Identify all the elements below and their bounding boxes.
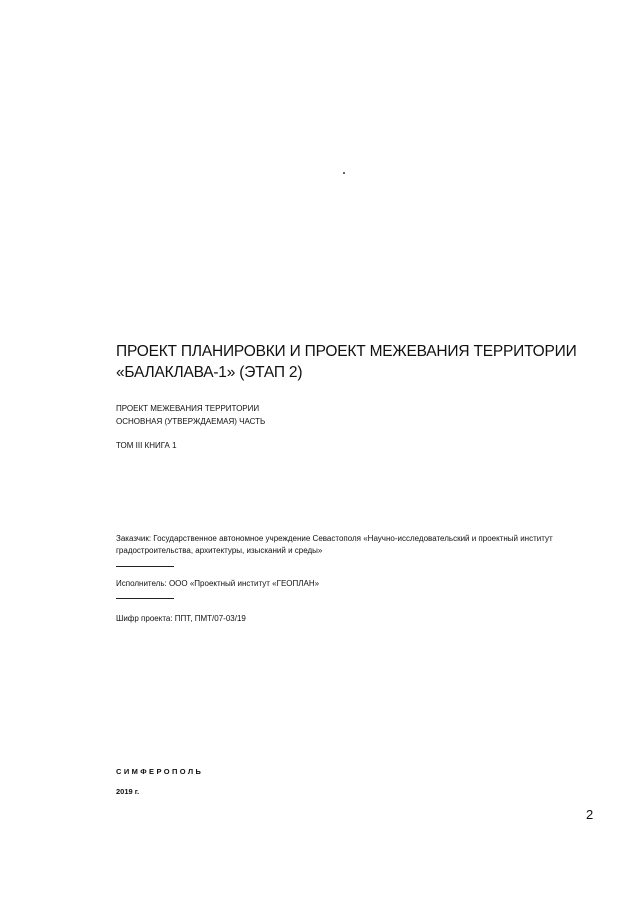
customer-line-1: Заказчик: Государственное автономное учреждение Севастополя «Научно-исследовательский и проектный институт <box>116 534 553 543</box>
title-line-1: ПРОЕКТ ПЛАНИРОВКИ И ПРОЕКТ МЕЖЕВАНИЯ ТЕРРИТОРИИ <box>116 343 577 360</box>
project-cipher: Шифр проекта: ППТ, ПМТ/07-03/19 <box>116 614 246 623</box>
page-number: 2 <box>586 807 594 822</box>
customer-signature-line <box>116 566 174 567</box>
year: 2019 г. <box>116 787 140 796</box>
scan-speck <box>343 172 345 174</box>
subtitle-line-2: ОСНОВНАЯ (УТВЕРЖДАЕМАЯ) ЧАСТЬ <box>116 417 266 426</box>
contractor-signature-line <box>116 598 174 599</box>
customer-line-2: градостроительства, архитектуры, изысканий и среды» <box>116 546 323 555</box>
volume-label: ТОМ III КНИГА 1 <box>116 441 177 450</box>
subtitle-line-1: ПРОЕКТ МЕЖЕВАНИЯ ТЕРРИТОРИИ <box>116 404 260 413</box>
title-line-2: «БАЛАКЛАВА-1» (ЭТАП 2) <box>116 364 303 381</box>
document-title <box>116 341 596 383</box>
contractor-line: Исполнитель: ООО «Проектный институт «ГЕОПЛАН» <box>116 579 320 588</box>
city-name: СИМФЕРОПОЛЬ <box>116 767 204 776</box>
